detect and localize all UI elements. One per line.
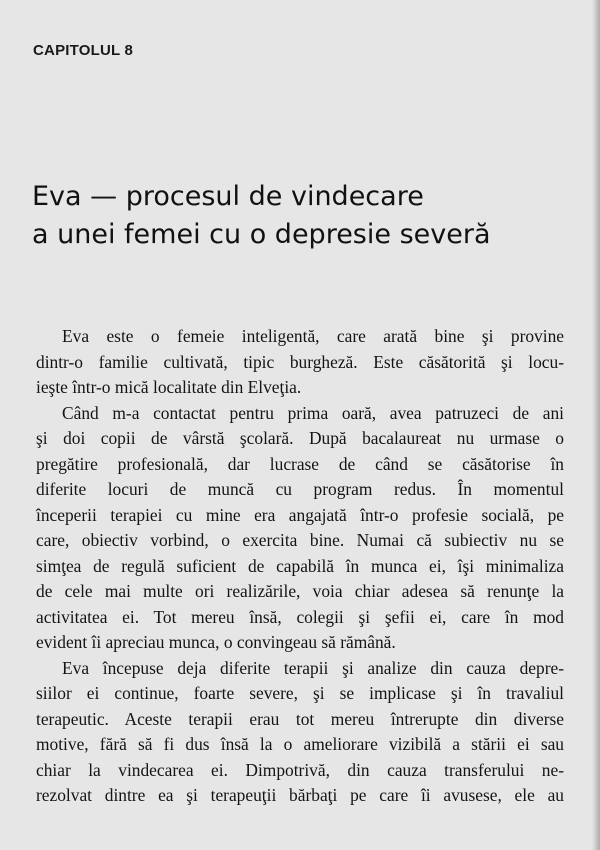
paragraph-1	[36, 324, 564, 401]
chapter-title-line-1: Eva — procesul de vindecare	[32, 181, 424, 212]
text-line: Când m-a contactat pentru prima oară, avea patruzeci de ani	[62, 402, 564, 423]
text-line: siilor ei continue, foarte severe, şi se implicase şi în travaliul	[36, 683, 564, 703]
chapter-body	[36, 324, 564, 809]
paragraph-2	[36, 401, 564, 656]
text-line: pregătire profesională, dar lucrase de când se căsătorise în	[36, 453, 564, 474]
text-line: ieşte într-o mică localitate din Elveţia.	[36, 377, 302, 397]
text-line: activitatea ei. Tot mereu însă, colegii şi şefii ei, care în mod	[36, 606, 564, 627]
chapter-header: CAPITOLUL 8	[33, 42, 133, 59]
chapter-title-line-2: a unei femei cu o depresie severă	[32, 219, 491, 250]
text-line: care, obiectiv vorbind, o exercita bine. Numai că subiectiv nu se	[36, 530, 564, 550]
text-line: începerii terapiei cu mine era angajată într-o profesie socială, pe	[36, 504, 564, 525]
text-line: motive, fără să fi dus însă la o ameliorare vizibilă a stării ei sau	[36, 734, 564, 754]
page-edge-shadow	[592, 0, 600, 850]
text-line: simţea de regulă suficient de capabilă în munca ei, îşi minimaliza	[36, 555, 564, 576]
text-line: terapeutic. Aceste terapii erau tot mereu întrerupte din diverse	[36, 708, 564, 729]
text-line: Eva este o femeie inteligentă, care arată bine şi provine	[62, 326, 564, 346]
text-line: diferite locuri de muncă cu program redus. În momentul	[36, 479, 564, 499]
text-line: dintr-o familie cultivată, tipic burgheză. Este căsătorită şi locu-	[36, 351, 564, 372]
paragraph-3	[36, 656, 564, 809]
text-line: rezolvat dintre ea şi terapeuţii bărbaţi pe care îi avusese, ele au	[36, 785, 564, 805]
text-line: şi doi copii de vârstă şcolară. După bacalaureat nu urmase o	[36, 428, 564, 448]
chapter-title	[32, 178, 572, 254]
text-line: Eva începuse deja diferite terapii şi analize din cauza depre-	[62, 657, 564, 678]
text-line: chiar la vindecarea ei. Dimpotrivă, din cauza transferului ne-	[36, 759, 564, 780]
text-line: de cele mai multe ori realizările, voia chiar adesea să renunţe la	[36, 581, 564, 601]
text-line: evident îi apreciau munca, o convingeau să rămână.	[36, 632, 396, 652]
